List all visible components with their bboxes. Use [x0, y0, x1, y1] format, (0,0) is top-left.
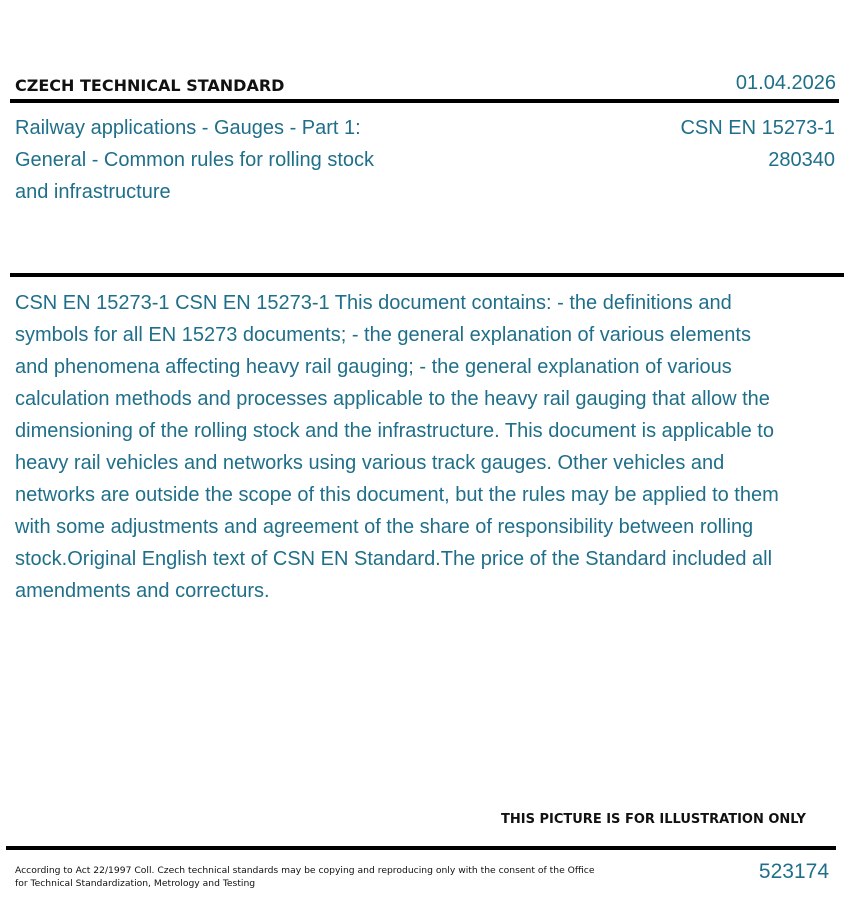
standard-description: CSN EN 15273-1 CSN EN 15273-1 This document contains: - the definitions and symbols for all EN 15273 documents; - the general explanation of various elements and phenomena affecting heavy rail gauging; - the general explanation of various calculation methods and processes applicable to the heavy rail gauging that allow the dimensioning of the rolling stock and the infrastructure. This document is applicable to heavy rail vehicles and networks using various track gauges. Other vehicles and networks are outside the scope of this document, but the rules may be applied to them with some adjustments and agreement of the share of responsibility between rolling stock.Original English text of CSN EN Standard.The price of the Standard included all amendments and correcturs.	[15, 292, 779, 602]
classification-number: 280340	[768, 149, 835, 171]
standard-code: CSN EN 15273-1	[680, 117, 835, 139]
section-divider	[10, 273, 844, 277]
standard-identifiers	[680, 112, 835, 176]
legal-notice-line-2: for Technical Standardization, Metrology and Testing	[15, 878, 256, 889]
publication-date: 01.04.2026	[735, 72, 836, 94]
standard-title: Railway applications - Gauges - Part 1: General - Common rules for rolling stock and infrastructure	[15, 117, 375, 203]
legal-notice-line-1: According to Act 22/1997 Coll. Czech technical standards may be copying and reproducing only with the consent of the Office	[15, 865, 595, 876]
legal-notice	[15, 864, 605, 890]
document-type-label: CZECH TECHNICAL STANDARD	[15, 76, 285, 95]
illustration-notice: THIS PICTURE IS FOR ILLUSTRATION ONLY	[501, 812, 806, 827]
footer-divider	[6, 846, 836, 850]
header-divider	[10, 99, 839, 103]
document-id: 523174	[758, 860, 829, 883]
